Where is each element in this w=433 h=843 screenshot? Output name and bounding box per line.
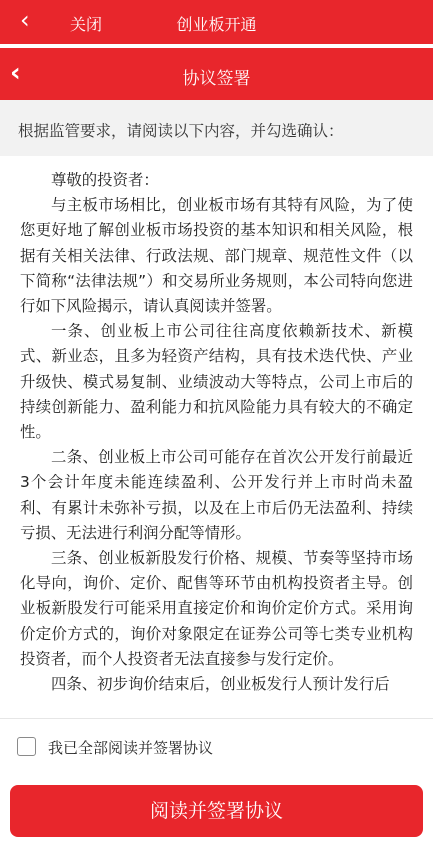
agreement-scroll-area[interactable] [0, 156, 433, 718]
agreement-paragraph: 与主板市场相比，创业板市场有其特有风险，为了使您更好地了解创业板市场投资的基本知识和相关风险，根据有关相关法律、行政法规、部门规章、规范性文件（以下简称“法律法规”）和交易所业务规则，本公司特向您进行如下风险揭示，请认真阅读并签署。 [20, 196, 413, 316]
page-title: 协议签署 [182, 69, 251, 89]
regulatory-notice: 根据监管要求，请阅读以下内容，并勾选确认： [0, 100, 433, 156]
app-header [0, 0, 433, 44]
page-back-icon[interactable]: ‹ [10, 58, 21, 88]
close-button[interactable]: 关闭 [70, 15, 103, 34]
agree-label[interactable]: 我已全部阅读并签署协议 [48, 739, 214, 757]
read-and-sign-button[interactable]: 阅读并签署协议 [10, 785, 423, 837]
agree-checkbox[interactable] [17, 737, 36, 756]
agreement-paragraph: 四条、初步询价结束后，创业板发行人预计发行后 [51, 675, 390, 694]
agreement-greeting: 尊敬的投资者： [51, 171, 159, 189]
agreement-paragraph: 三条、创业板新股发行价格、规模、节奏等坚持市场化导向，询价、定价、配售等环节由机构投资者主导。创业板新股发行可能采用直接定价和询价定价方式。采用询价定价方式的，询价对象限定在证券公司等七类专业机构投资者，而个人投资者无法直接参与发行定价。 [20, 549, 413, 668]
agreement-paragraph: 一条、创业板上市公司往往高度依赖新技术、新模式、新业态，且多为轻资产结构，具有技术迭代快、产业升级快、模式易复制、业绩波动大等特点，公司上市后的持续创新能力、盈利能力和抗风险能力具有较大的不确定性。 [20, 322, 413, 442]
agreement-paragraph: 二条、创业板上市公司可能存在首次公开发行前最近3个会计年度未能连续盈利、公开发行并上市时尚未盈利、有累计未弥补亏损，以及在上市后仍无法盈利、持续亏损、无法进行利润分配等情形。 [20, 448, 413, 542]
page-header [0, 48, 433, 100]
back-chevron-icon[interactable]: ‹ [20, 6, 30, 34]
app-title: 创业板开通 [176, 15, 257, 34]
footer [0, 718, 433, 843]
